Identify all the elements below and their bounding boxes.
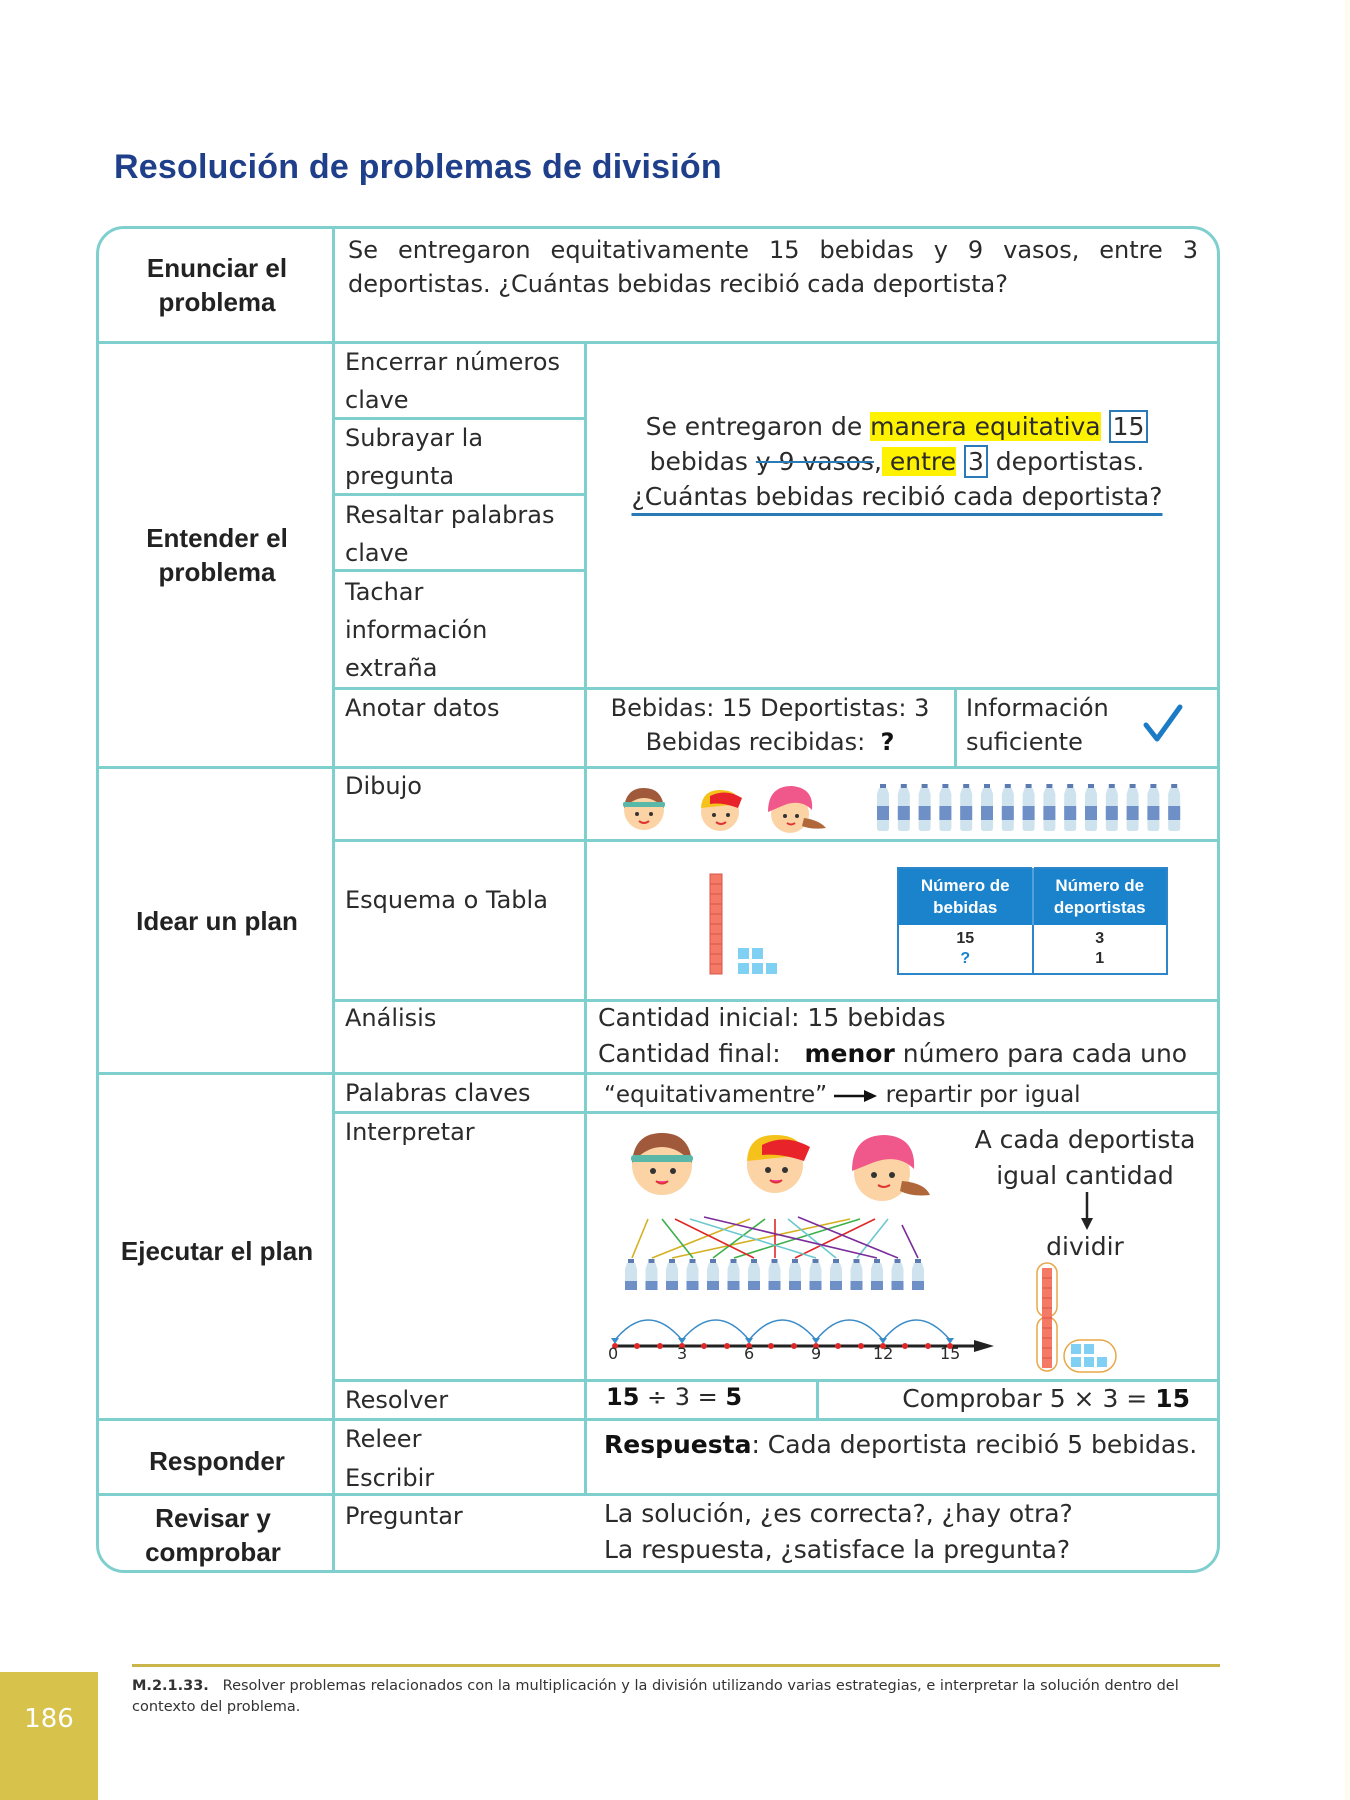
- analysis-line2: [598, 1035, 1187, 1073]
- plain-text: bebidas: [649, 447, 756, 476]
- annotated-problem: [587, 409, 1207, 514]
- table-header-deportistas: [1033, 868, 1168, 925]
- strategy-encerrar: [345, 343, 560, 381]
- keyword-term: “equitativamentre”: [604, 1082, 828, 1108]
- row-divider: [99, 766, 1220, 769]
- strategy-interpretar: Interpretar: [345, 1118, 475, 1146]
- footer-divider: [132, 1664, 1220, 1667]
- column-divider: [816, 1379, 819, 1418]
- info-line2: suficiente: [966, 728, 1083, 756]
- note-line: A cada deportista: [974, 1125, 1196, 1154]
- plain-text: deportistas.: [995, 447, 1145, 476]
- stage-label-line: problema: [158, 557, 276, 587]
- bottles-row: [625, 1259, 924, 1290]
- header-text: bebidas: [933, 898, 998, 917]
- athlete-cap-icon: [747, 1135, 810, 1193]
- dividend: 15: [606, 1383, 640, 1411]
- page-edge: [1345, 0, 1350, 1800]
- base-ten-blocks-icon: [706, 872, 790, 978]
- plain-text: ,: [873, 447, 882, 476]
- stage-label-revisar: [93, 1501, 333, 1569]
- distribution-illustration: [620, 1125, 940, 1290]
- analysis-line1: Cantidad inicial: 15 bebidas: [598, 1003, 946, 1032]
- strategy-resaltar-cont: clave: [345, 539, 409, 567]
- annotated-line1: [587, 409, 1207, 444]
- strategy-tachar-cont: información: [345, 616, 488, 644]
- arrow-down-icon: [1079, 1192, 1095, 1232]
- stage-label-ejecutar: Ejecutar el plan: [120, 1236, 314, 1266]
- page-number: 186: [24, 1704, 74, 1734]
- review-question-1: La solución, ¿es correcta?, ¿hay otra?: [604, 1499, 1073, 1528]
- strategy-esquema: Esquema o Tabla: [345, 886, 548, 914]
- highlighted-keyword: entre: [881, 447, 956, 476]
- stage-label-line: comprobar: [145, 1537, 281, 1567]
- tick-label: 0: [608, 1344, 619, 1363]
- answer-text: : Cada deportista recibió 5 bebidas.: [751, 1430, 1198, 1459]
- keyword-meaning: repartir por igual: [885, 1082, 1081, 1108]
- check-equation: [820, 1380, 1190, 1418]
- athlete-cap-icon: [701, 790, 742, 831]
- strategy-subrayar-cont: pregunta: [345, 462, 455, 490]
- strategy-releer: Releer: [345, 1425, 422, 1453]
- analysis-label: Cantidad final:: [598, 1039, 781, 1068]
- strategy-resaltar: Resaltar palabras: [345, 501, 555, 529]
- strategy-anotar: Anotar datos: [345, 694, 500, 722]
- check-label: Comprobar 5 × 3 =: [902, 1384, 1156, 1413]
- cell-value: 1: [1095, 950, 1105, 967]
- review-question-2: La respuesta, ¿satisface la pregunta?: [604, 1535, 1071, 1564]
- strategy-palabras-claves: Palabras claves: [345, 1079, 531, 1107]
- cell-value: 3: [1095, 930, 1105, 947]
- underlined-question: ¿Cuántas bebidas recibió cada deportista?: [631, 482, 1163, 511]
- data-label: Bebidas recibidas:: [645, 728, 866, 756]
- header-text: Número de: [1055, 876, 1145, 895]
- operator: ÷ 3 =: [639, 1383, 726, 1411]
- tick-label: 9: [811, 1344, 822, 1363]
- analysis-bold: menor: [804, 1039, 895, 1068]
- curriculum-note: [132, 1676, 1222, 1718]
- strategy-resolver: Resolver: [345, 1386, 449, 1414]
- tick-label: 6: [744, 1344, 755, 1363]
- struck-text: y 9 vasos: [755, 447, 874, 476]
- boxed-number: 15: [1109, 410, 1149, 443]
- tick-label: 12: [873, 1344, 894, 1363]
- strategy-tachar: Tachar: [345, 578, 424, 606]
- strategy-text: Encerrar números: [345, 348, 560, 376]
- annotated-line2: [587, 444, 1207, 479]
- data-line2: [588, 723, 952, 761]
- interpret-result: dividir: [1046, 1232, 1124, 1261]
- analysis-text: número para cada uno: [902, 1039, 1188, 1068]
- athlete-helmet-icon: [852, 1135, 930, 1201]
- stage-label-enunciar: [99, 251, 335, 319]
- strategy-dibujo: Dibujo: [345, 772, 422, 800]
- boxed-number: 3: [964, 445, 988, 478]
- problem-statement-line1: Se entregaron equitativamente 15 bebidas y 9 vasos, entre 3: [348, 236, 1198, 264]
- athlete-helmet-icon: [768, 786, 826, 833]
- distribution-arrows: [632, 1217, 918, 1258]
- page-title: Resolución de problemas de división: [114, 148, 722, 186]
- answer: [604, 1426, 1197, 1464]
- athletes-drawing: [614, 780, 834, 840]
- curriculum-text: Resolver problemas relacionados con la multiplicación y la división utilizando varias estrategias, e interpretar la solución dentro del contexto del problema.: [132, 1678, 1179, 1715]
- cell-value: 15: [956, 930, 975, 947]
- data-line1: Bebidas: 15 Deportistas: 3: [610, 694, 930, 722]
- stage-label-idear: Idear un plan: [136, 906, 298, 936]
- unknown-value: ?: [880, 728, 895, 756]
- header-text: Número de: [920, 876, 1010, 895]
- data-table: [897, 867, 1168, 975]
- problem-statement-line2: deportistas. ¿Cuántas bebidas recibió cada deportista?: [348, 270, 1008, 298]
- strategy-escribir: Escribir: [345, 1464, 435, 1492]
- stage-label-line: Enunciar el: [146, 253, 288, 283]
- check-result: 15: [1155, 1384, 1190, 1413]
- stage-label-line: Entender el: [146, 523, 288, 553]
- page-tab: [0, 1672, 98, 1800]
- strategy-encerrar-cont: clave: [345, 386, 409, 414]
- keyword-line: [604, 1076, 1081, 1114]
- interpret-note: [950, 1122, 1220, 1194]
- table-row: [898, 925, 1167, 974]
- row-divider: [99, 1418, 1220, 1421]
- row-divider: [99, 341, 1220, 344]
- stage-label-line: Revisar y: [155, 1503, 271, 1533]
- table-cell: [1033, 925, 1168, 974]
- arrow-right-icon: [834, 1089, 878, 1103]
- quotient: 5: [725, 1383, 743, 1411]
- division-equation: [606, 1378, 742, 1416]
- annotated-line3: [587, 479, 1207, 514]
- column-divider: [332, 229, 335, 1573]
- athlete-headband-icon: [623, 788, 665, 830]
- checkmark-icon: [1142, 703, 1184, 745]
- strategy-subrayar: Subrayar la: [345, 424, 484, 452]
- tick-label: 3: [677, 1344, 688, 1363]
- strategy-analisis: Análisis: [345, 1004, 437, 1032]
- strategy-tachar-cont2: extraña: [345, 654, 438, 682]
- cell-value-unknown: ?: [960, 950, 971, 967]
- header-text: deportistas: [1053, 898, 1146, 917]
- tick-label: 15: [940, 1344, 961, 1363]
- bottles-drawing: [876, 784, 1188, 832]
- answer-label: Respuesta: [604, 1430, 752, 1459]
- curriculum-code: M.2.1.33.: [132, 1678, 209, 1694]
- note-line: igual cantidad: [996, 1161, 1174, 1190]
- column-divider: [954, 687, 957, 766]
- table-header-bebidas: [898, 868, 1033, 925]
- plain-text: Se entregaron de: [645, 412, 871, 441]
- info-line1: Información: [966, 694, 1109, 722]
- athlete-headband-icon: [631, 1133, 693, 1195]
- highlighted-keyword: manera equitativa: [870, 412, 1101, 441]
- grouped-blocks-icon: [1034, 1260, 1124, 1374]
- table-cell: [898, 925, 1033, 974]
- stage-label-responder: Responder: [149, 1446, 285, 1476]
- strategy-preguntar: Preguntar: [345, 1502, 463, 1530]
- stage-label-line: problema: [158, 287, 276, 317]
- stage-label-entender: [99, 521, 335, 589]
